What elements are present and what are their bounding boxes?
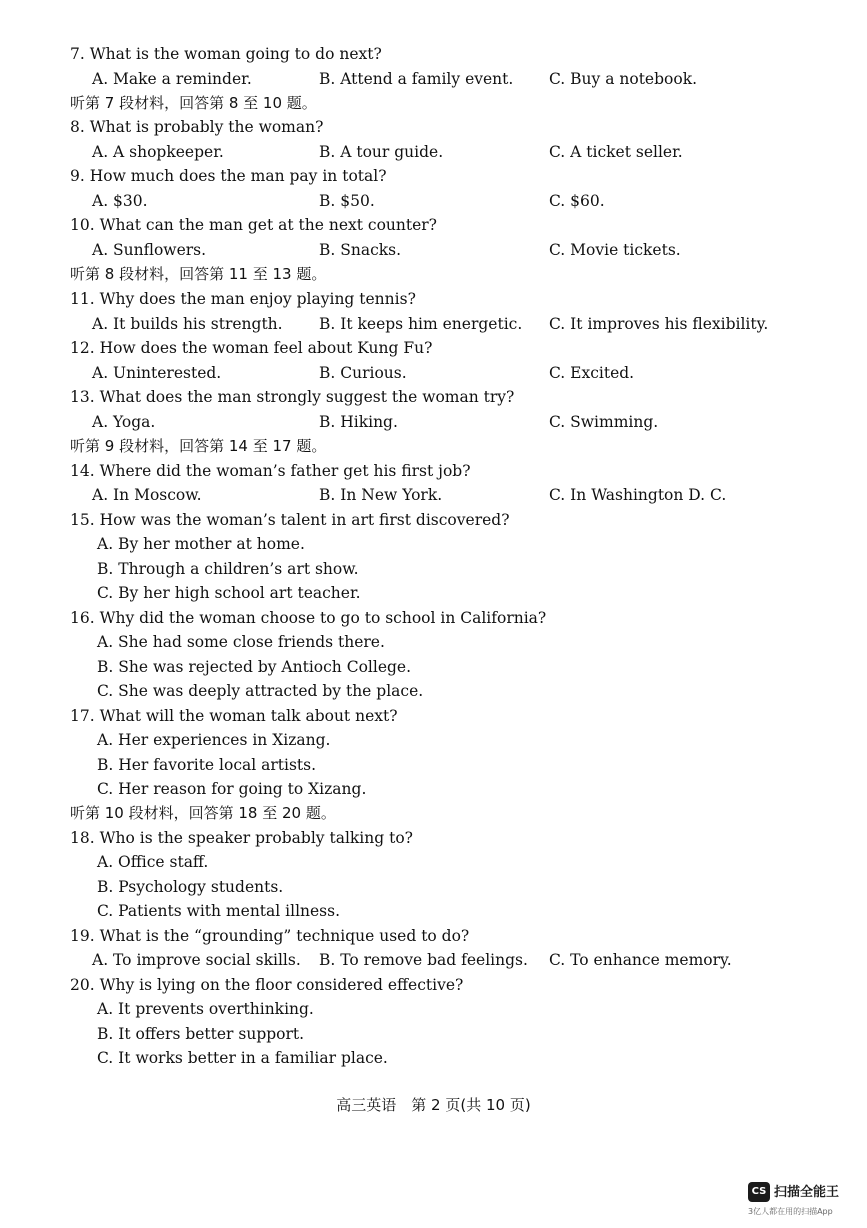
scanner-app-name: 扫描全能王 — [774, 1185, 840, 1200]
option-c: C. Movie tickets. — [549, 241, 681, 259]
question-7-options — [92, 67, 847, 91]
section-heading-8: 听第 8 段材料，回答第 11 至 13 题。 — [70, 265, 327, 283]
question-16-stem: 16. Why did the woman choose to go to school in California? — [70, 609, 547, 627]
question-20-option-c: C. It works better in a familiar place. — [97, 1049, 388, 1067]
question-18-option-b: B. Psychology students. — [97, 878, 284, 896]
option-a: A. To improve social skills. — [92, 951, 301, 969]
question-18-option-a: A. Office staff. — [97, 853, 209, 871]
option-c: C. $60. — [549, 192, 605, 210]
question-15-stem: 15. How was the woman’s talent in art first discovered? — [70, 511, 510, 529]
option-b: B. Snacks. — [319, 241, 402, 259]
option-c: C. Buy a notebook. — [549, 70, 698, 88]
question-14-options — [92, 483, 847, 507]
question-19-options — [92, 948, 847, 972]
question-20-option-b: B. It offers better support. — [97, 1025, 305, 1043]
question-14-stem: 14. Where did the woman’s father get his first job? — [70, 462, 471, 480]
question-10-options — [92, 238, 847, 262]
camscanner-logo-icon: CS — [748, 1182, 770, 1202]
option-b: B. It keeps him energetic. — [319, 315, 523, 333]
question-8-options — [92, 140, 847, 164]
question-15-option-a: A. By her mother at home. — [97, 535, 305, 553]
question-18-option-c: C. Patients with mental illness. — [97, 902, 341, 920]
option-b: B. To remove bad feelings. — [319, 951, 528, 969]
option-b: B. Curious. — [319, 364, 407, 382]
section-heading-9: 听第 9 段材料，回答第 14 至 17 题。 — [70, 437, 327, 455]
question-8-stem: 8. What is probably the woman? — [70, 118, 324, 136]
question-16-option-a: A. She had some close friends there. — [97, 633, 385, 651]
question-17-stem: 17. What will the woman talk about next? — [70, 707, 398, 725]
question-20-option-a: A. It prevents overthinking. — [97, 1000, 314, 1018]
question-18-stem: 18. Who is the speaker probably talking to? — [70, 829, 413, 847]
option-a: A. Yoga. — [92, 413, 156, 431]
section-heading-10: 听第 10 段材料，回答第 18 至 20 题。 — [70, 804, 336, 822]
question-16-option-b: B. She was rejected by Antioch College. — [97, 658, 412, 676]
question-11-options — [92, 312, 847, 336]
option-a: A. In Moscow. — [92, 486, 202, 504]
option-c: C. In Washington D. C. — [549, 486, 727, 504]
option-c: C. A ticket seller. — [549, 143, 683, 161]
option-b: B. Attend a family event. — [319, 70, 514, 88]
question-10-stem: 10. What can the man get at the next counter? — [70, 216, 437, 234]
option-a: A. $30. — [92, 192, 148, 210]
question-20-stem: 20. Why is lying on the floor considered effective? — [70, 976, 464, 994]
option-a: A. A shopkeeper. — [92, 143, 224, 161]
page-footer: 高三英语 第 2 页(共 10 页) — [336, 1096, 531, 1114]
scanner-watermark — [748, 1178, 860, 1222]
option-a: A. Make a reminder. — [92, 70, 252, 88]
question-13-stem: 13. What does the man strongly suggest the woman try? — [70, 388, 515, 406]
option-a: A. Sunflowers. — [92, 241, 207, 259]
question-13-options — [92, 410, 847, 434]
option-b: B. A tour guide. — [319, 143, 444, 161]
question-17-option-a: A. Her experiences in Xizang. — [97, 731, 331, 749]
option-c: C. Swimming. — [549, 413, 659, 431]
option-a: A. It builds his strength. — [92, 315, 283, 333]
option-b: B. Hiking. — [319, 413, 398, 431]
section-heading-7: 听第 7 段材料，回答第 8 至 10 题。 — [70, 94, 317, 112]
question-15-option-b: B. Through a children’s art show. — [97, 560, 359, 578]
question-9-options — [92, 189, 847, 213]
question-17-option-b: B. Her favorite local artists. — [97, 756, 317, 774]
option-c: C. It improves his flexibility. — [549, 315, 769, 333]
question-12-options — [92, 361, 847, 385]
question-12-stem: 12. How does the woman feel about Kung Fu? — [70, 339, 433, 357]
option-b: B. In New York. — [319, 486, 443, 504]
question-11-stem: 11. Why does the man enjoy playing tennis? — [70, 290, 416, 308]
option-b: B. $50. — [319, 192, 375, 210]
question-15-option-c: C. By her high school art teacher. — [97, 584, 361, 602]
question-7-stem: 7. What is the woman going to do next? — [70, 45, 382, 63]
option-a: A. Uninterested. — [92, 364, 222, 382]
question-9-stem: 9. How much does the man pay in total? — [70, 167, 387, 185]
option-c: C. To enhance memory. — [549, 951, 732, 969]
question-19-stem: 19. What is the “grounding” technique used to do? — [70, 927, 470, 945]
question-16-option-c: C. She was deeply attracted by the place. — [97, 682, 424, 700]
question-17-option-c: C. Her reason for going to Xizang. — [97, 780, 367, 798]
option-c: C. Excited. — [549, 364, 635, 382]
scanner-tagline: 3亿人都在用的扫描App — [748, 1207, 833, 1216]
